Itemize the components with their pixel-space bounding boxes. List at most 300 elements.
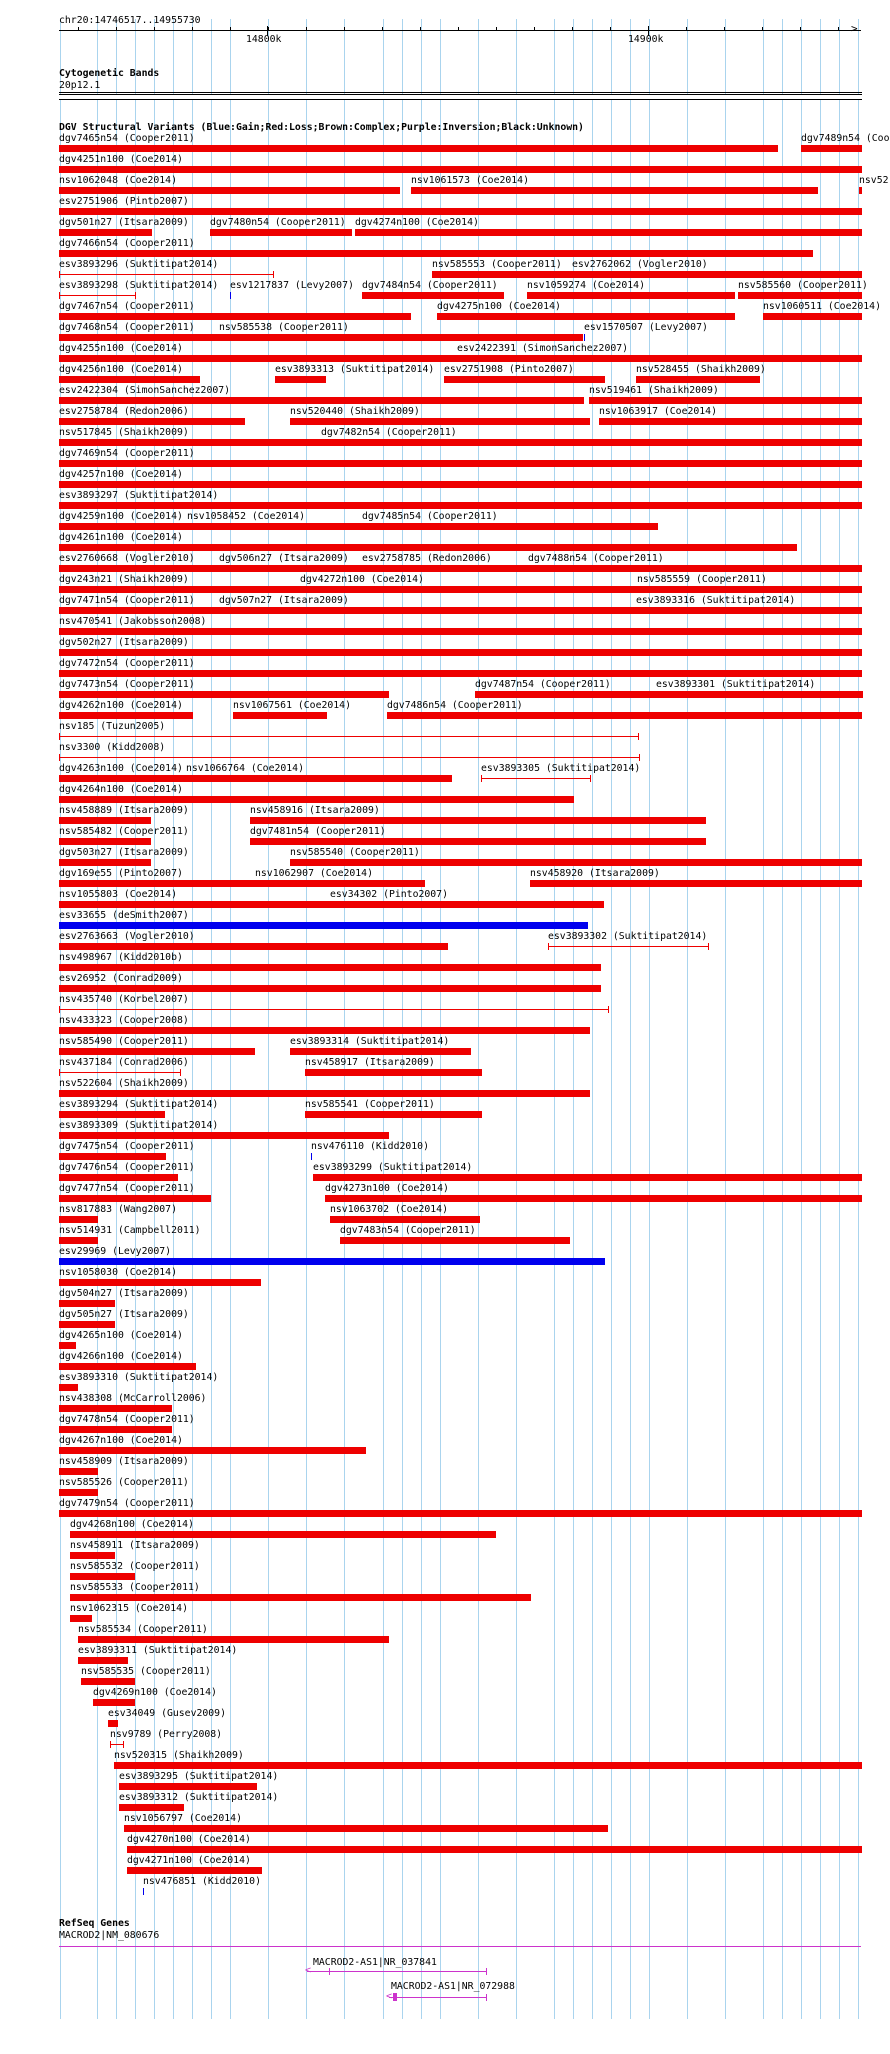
variant-bar[interactable]: [59, 313, 411, 320]
variant-bar[interactable]: [110, 1744, 123, 1745]
variant-label[interactable]: esv2762062 (Vogler2010): [572, 259, 708, 270]
variant-bar[interactable]: [219, 334, 568, 341]
variant-label[interactable]: nsv437184 (Conrad2006): [59, 1057, 189, 1068]
variant-bar-end: [180, 1069, 181, 1076]
variant-label[interactable]: esv34049 (Gusev2009): [108, 1708, 226, 1719]
ruler-minor-tick: [116, 27, 117, 31]
variant-label[interactable]: nsv585534 (Cooper2011): [78, 1624, 208, 1635]
variant-label[interactable]: esv3893314 (Suktitipat2014): [290, 1036, 450, 1047]
variant-bar[interactable]: [119, 1804, 184, 1811]
ruler-minor-tick: [572, 27, 573, 31]
variant-bar[interactable]: [548, 946, 708, 947]
variant-bar[interactable]: [187, 523, 357, 530]
variant-label[interactable]: dgv4275n100 (Coe2014): [437, 301, 561, 312]
gene-exon: [486, 1968, 487, 1975]
variant-bar[interactable]: [59, 1363, 196, 1370]
variant-bar[interactable]: [636, 607, 813, 614]
variant-label[interactable]: dgv4262n100 (Coe2014): [59, 700, 183, 711]
variant-label[interactable]: dgv7489n54 (Coo: [801, 133, 890, 144]
variant-bar[interactable]: [59, 817, 151, 824]
variant-bar[interactable]: [637, 586, 862, 593]
ruler-axis: [59, 30, 861, 31]
variant-bar[interactable]: [444, 376, 605, 383]
gene-label-macrod2: MACROD2|NM_080676: [59, 1930, 160, 1941]
variant-bar[interactable]: [59, 1009, 608, 1010]
variant-label[interactable]: dgv4255n100 (Coe2014): [59, 343, 183, 354]
variant-bar[interactable]: [290, 1048, 471, 1055]
variant-bar[interactable]: [387, 712, 862, 719]
cyto-band-label: 20p12.1: [59, 80, 101, 91]
variant-label[interactable]: dgv4261n100 (Coe2014): [59, 532, 183, 543]
variant-bar[interactable]: [59, 481, 862, 488]
variant-label[interactable]: nsv585560 (Cooper2011): [738, 280, 868, 291]
variant-bar[interactable]: [59, 943, 448, 950]
variant-bar[interactable]: [275, 376, 326, 383]
variant-bar[interactable]: [59, 1216, 98, 1223]
variant-label[interactable]: dgv7485n54 (Cooper2011): [362, 511, 498, 522]
coordinate-readout: chr20:14746517..14955730: [59, 15, 201, 26]
variant-bar[interactable]: [219, 565, 358, 572]
variant-bar[interactable]: [124, 1825, 608, 1832]
variant-label[interactable]: esv1217837 (Levy2007): [230, 280, 354, 291]
variant-label[interactable]: nsv458920 (Itsara2009): [530, 868, 660, 879]
variant-bar[interactable]: [59, 922, 588, 929]
variant-label[interactable]: nsv519461 (Shaikh2009): [589, 385, 719, 396]
variant-label[interactable]: dgv243n21 (Shaikh2009): [59, 574, 189, 585]
variant-bar[interactable]: [636, 376, 760, 383]
variant-label[interactable]: esv2751906 (Pinto2007): [59, 196, 189, 207]
variant-bar[interactable]: [233, 712, 327, 719]
variant-bar[interactable]: [59, 274, 273, 275]
variant-label[interactable]: esv33655 (deSmith2007): [59, 910, 189, 921]
variant-label[interactable]: dgv7487n54 (Cooper2011): [475, 679, 611, 690]
variant-bar[interactable]: [59, 1237, 98, 1244]
variant-bar[interactable]: [59, 397, 584, 404]
variant-label[interactable]: esv2760668 (Vogler2010): [59, 553, 195, 564]
variant-bar[interactable]: [59, 187, 400, 194]
variant-label[interactable]: dgv4265n100 (Coe2014): [59, 1330, 183, 1341]
variant-bar[interactable]: [528, 565, 862, 572]
variant-bar[interactable]: [59, 166, 862, 173]
variant-label[interactable]: dgv4267n100 (Coe2014): [59, 1435, 183, 1446]
variant-label[interactable]: nsv1058030 (Coe2014): [59, 1267, 177, 1278]
variant-label[interactable]: nsv585482 (Cooper2011): [59, 826, 189, 837]
variant-label[interactable]: esv2751908 (Pinto2007): [444, 364, 574, 375]
gene-label-macrod2-as1-b: MACROD2-AS1|NR_072988: [391, 1981, 515, 1992]
variant-bar[interactable]: [59, 880, 256, 887]
variant-label[interactable]: dgv504n27 (Itsara2009): [59, 1288, 189, 1299]
variant-bar[interactable]: [527, 292, 735, 299]
variant-label[interactable]: esv3893301 (Suktitipat2014): [656, 679, 816, 690]
variant-bar[interactable]: [801, 145, 862, 152]
variant-bar[interactable]: [59, 1195, 211, 1202]
variant-label[interactable]: nsv517845 (Shaikh2009): [59, 427, 189, 438]
variant-bar[interactable]: [59, 736, 638, 737]
cyto-track-title: Cytogenetic Bands: [59, 68, 160, 79]
variant-bar[interactable]: [330, 1216, 480, 1223]
variant-label[interactable]: nsv585490 (Cooper2011): [59, 1036, 189, 1047]
variant-label[interactable]: esv2763663 (Vogler2010): [59, 931, 195, 942]
variant-bar[interactable]: [108, 1720, 118, 1727]
variant-bar-end: [862, 691, 863, 698]
variant-bar[interactable]: [411, 187, 818, 194]
variant-label[interactable]: esv29969 (Levy2007): [59, 1246, 172, 1257]
variant-label[interactable]: esv3893305 (Suktitipat2014): [481, 763, 641, 774]
variant-label[interactable]: nsv585553 (Cooper2011): [432, 259, 562, 270]
variant-label[interactable]: nsv1066764 (Coe2014): [186, 763, 304, 774]
variant-bar[interactable]: [59, 1489, 98, 1496]
variant-bar[interactable]: [59, 145, 778, 152]
variant-bar[interactable]: [70, 1594, 531, 1601]
variant-label[interactable]: nsv458917 (Itsara2009): [305, 1057, 435, 1068]
variant-label[interactable]: nsv1060511 (Coe2014): [763, 301, 881, 312]
variant-label[interactable]: dgv4251n100 (Coe2014): [59, 154, 183, 165]
variant-label[interactable]: dgv4264n100 (Coe2014): [59, 784, 183, 795]
ruler-minor-tick: [78, 27, 79, 31]
ruler-minor-tick: [154, 27, 155, 31]
variant-label[interactable]: dgv7484n54 (Cooper2011): [362, 280, 498, 291]
variant-bar[interactable]: [59, 1072, 180, 1073]
variant-label[interactable]: nsv528455 (Shaikh2009): [636, 364, 766, 375]
variant-label[interactable]: nsv476851 (Kidd2010): [143, 1876, 261, 1887]
variant-bar[interactable]: [738, 292, 862, 299]
ruler-minor-tick: [458, 27, 459, 31]
variant-bar[interactable]: [59, 1510, 862, 1517]
ruler-arrow-icon: >: [851, 22, 858, 35]
gene-exon: [329, 1968, 330, 1975]
variant-label[interactable]: dgv4272n100 (Coe2014): [300, 574, 424, 585]
variant-bar[interactable]: [59, 985, 601, 992]
variant-bar[interactable]: [859, 187, 862, 194]
variant-label[interactable]: nsv1058452 (Coe2014): [187, 511, 305, 522]
variant-bar[interactable]: [186, 775, 452, 782]
variant-bar[interactable]: [59, 901, 331, 908]
variant-label[interactable]: nsv585535 (Cooper2011): [81, 1666, 211, 1677]
variant-label[interactable]: nsv458909 (Itsara2009): [59, 1456, 189, 1467]
variant-bar[interactable]: [119, 1783, 257, 1790]
variant-label[interactable]: dgv4270n100 (Coe2014): [127, 1834, 251, 1845]
ruler-minor-tick: [306, 27, 307, 31]
variant-label[interactable]: dgv7480n54 (Cooper2011): [210, 217, 346, 228]
variant-label[interactable]: esv3893302 (Suktitipat2014): [548, 931, 708, 942]
variant-bar[interactable]: [59, 1447, 366, 1454]
variant-label[interactable]: nsv9789 (Perry2008): [110, 1729, 223, 1740]
variant-label[interactable]: nsv438308 (McCarroll2006): [59, 1393, 207, 1404]
variant-bar[interactable]: [59, 1468, 98, 1475]
cyto-band-border: [59, 92, 862, 93]
variant-label[interactable]: nsv1062315 (Coe2014): [70, 1603, 188, 1614]
variant-label[interactable]: esv3893312 (Suktitipat2014): [119, 1792, 279, 1803]
variant-label[interactable]: dgv506n27 (Itsara2009): [219, 553, 349, 564]
variant-bar[interactable]: [81, 1678, 135, 1685]
variant-bar[interactable]: [59, 229, 152, 236]
variant-bar[interactable]: [59, 1384, 78, 1391]
variant-label[interactable]: dgv4269n100 (Coe2014): [93, 1687, 217, 1698]
variant-bar[interactable]: [210, 229, 352, 236]
variant-bar[interactable]: [59, 691, 389, 698]
variant-bar[interactable]: [290, 418, 590, 425]
variant-label[interactable]: nsv185 (Tuzun2005): [59, 721, 166, 732]
variant-bar[interactable]: [59, 859, 151, 866]
gene-macrod2-as1-a: [307, 1971, 487, 1972]
variant-bar[interactable]: [362, 292, 504, 299]
variant-bar-end: [638, 733, 639, 740]
variant-bar[interactable]: [78, 1636, 389, 1643]
variant-bar[interactable]: [59, 1405, 172, 1412]
variant-bar[interactable]: [59, 1279, 261, 1286]
variant-bar[interactable]: [599, 418, 862, 425]
variant-bar[interactable]: [70, 1531, 496, 1538]
variant-label[interactable]: dgv7467n54 (Cooper2011): [59, 301, 195, 312]
variant-bar[interactable]: [250, 838, 706, 845]
variant-bar[interactable]: [59, 544, 797, 551]
variant-label[interactable]: dgv503n27 (Itsara2009): [59, 847, 189, 858]
variant-bar[interactable]: [362, 523, 658, 530]
gene-strand-arrow-icon: <: [386, 1991, 393, 2002]
variant-bar[interactable]: [59, 439, 862, 446]
variant-label[interactable]: esv2758784 (Redon2006): [59, 406, 189, 417]
variant-label[interactable]: dgv7472n54 (Cooper2011): [59, 658, 195, 669]
variant-label[interactable]: dgv4266n100 (Coe2014): [59, 1351, 183, 1362]
variant-bar[interactable]: [114, 1762, 862, 1769]
variant-label[interactable]: dgv7476n54 (Cooper2011): [59, 1162, 195, 1173]
variant-label[interactable]: dgv7471n54 (Cooper2011): [59, 595, 195, 606]
variant-label[interactable]: esv3893310 (Suktitipat2014): [59, 1372, 219, 1383]
grid-line: [421, 19, 422, 2019]
variant-label[interactable]: dgv502n27 (Itsara2009): [59, 637, 189, 648]
variant-bar-end: [273, 271, 274, 278]
variant-bar[interactable]: [59, 208, 862, 215]
variant-label[interactable]: dgv7473n54 (Cooper2011): [59, 679, 195, 690]
variant-label[interactable]: nsv458916 (Itsara2009): [250, 805, 380, 816]
variant-bar[interactable]: [70, 1552, 115, 1559]
variant-bar[interactable]: [584, 334, 585, 341]
variant-bar[interactable]: [59, 295, 135, 296]
variant-bar[interactable]: [219, 607, 568, 614]
variant-label[interactable]: nsv3300 (Kidd2008): [59, 742, 166, 753]
variant-bar[interactable]: [311, 1153, 312, 1160]
variant-label[interactable]: nsv1059274 (Coe2014): [527, 280, 645, 291]
variant-label[interactable]: dgv169e55 (Pinto2007): [59, 868, 183, 879]
variant-bar[interactable]: [300, 586, 607, 593]
variant-bar[interactable]: [59, 1321, 115, 1328]
variant-bar[interactable]: [59, 649, 862, 656]
variant-bar[interactable]: [656, 694, 862, 695]
variant-bar[interactable]: [481, 778, 590, 779]
variant-bar[interactable]: [355, 229, 862, 236]
variant-label[interactable]: dgv7465n54 (Cooper2011): [59, 133, 195, 144]
variant-bar[interactable]: [59, 670, 862, 677]
ruler-minor-tick: [382, 27, 383, 31]
variant-bar[interactable]: [340, 1237, 570, 1244]
variant-label[interactable]: dgv507n27 (Itsara2009): [219, 595, 349, 606]
variant-bar[interactable]: [59, 502, 862, 509]
variant-bar[interactable]: [255, 880, 425, 887]
variant-label[interactable]: esv3893296 (Suktitipat2014): [59, 259, 219, 270]
variant-bar[interactable]: [59, 1426, 172, 1433]
variant-bar[interactable]: [59, 1258, 605, 1265]
variant-bar[interactable]: [305, 1069, 482, 1076]
variant-label[interactable]: nsv585559 (Cooper2011): [637, 574, 767, 585]
variant-label[interactable]: nsv476110 (Kidd2010): [311, 1141, 429, 1152]
variant-bar[interactable]: [59, 1048, 255, 1055]
variant-bar[interactable]: [305, 1111, 482, 1118]
variant-label[interactable]: esv3893311 (Suktitipat2014): [78, 1645, 238, 1656]
variant-bar[interactable]: [70, 1573, 135, 1580]
ruler-minor-tick: [838, 27, 839, 31]
variant-bar[interactable]: [59, 1090, 590, 1097]
variant-bar[interactable]: [437, 313, 735, 320]
variant-label[interactable]: dgv7482n54 (Cooper2011): [321, 427, 457, 438]
variant-bar[interactable]: [230, 292, 231, 299]
refseq-track-title: RefSeq Genes: [59, 1918, 130, 1929]
variant-bar[interactable]: [321, 439, 322, 446]
variant-bar[interactable]: [127, 1846, 862, 1853]
variant-bar[interactable]: [572, 271, 862, 278]
variant-bar[interactable]: [457, 355, 862, 362]
variant-label[interactable]: nsv498967 (Kidd2010b): [59, 952, 183, 963]
variant-label[interactable]: nsv585540 (Cooper2011): [290, 847, 420, 858]
variant-label[interactable]: esv3893298 (Suktitipat2014): [59, 280, 219, 291]
variant-bar-end: [639, 754, 640, 761]
variant-bar[interactable]: [143, 1888, 144, 1895]
variant-bar[interactable]: [127, 1867, 262, 1874]
variant-bar[interactable]: [59, 1027, 590, 1034]
variant-label[interactable]: esv3893297 (Suktitipat2014): [59, 490, 219, 501]
variant-label[interactable]: nsv585538 (Cooper2011): [219, 322, 349, 333]
variant-label[interactable]: esv2422391 (SimonSanchez2007): [457, 343, 629, 354]
variant-label[interactable]: nsv585533 (Cooper2011): [70, 1582, 200, 1593]
variant-label[interactable]: dgv7488n54 (Cooper2011): [528, 553, 664, 564]
ruler-minor-tick: [420, 27, 421, 31]
variant-bar[interactable]: [59, 1174, 178, 1181]
variant-label[interactable]: esv3893309 (Suktitipat2014): [59, 1120, 219, 1131]
variant-label[interactable]: esv3893316 (Suktitipat2014): [636, 595, 796, 606]
variant-label[interactable]: dgv7469n54 (Cooper2011): [59, 448, 195, 459]
variant-label[interactable]: nsv585532 (Cooper2011): [70, 1561, 200, 1572]
variant-bar[interactable]: [59, 628, 862, 635]
variant-bar[interactable]: [313, 1174, 862, 1181]
variant-label[interactable]: nsv52: [859, 175, 889, 186]
variant-label[interactable]: dgv7475n54 (Cooper2011): [59, 1141, 195, 1152]
variant-bar[interactable]: [59, 964, 601, 971]
variant-label[interactable]: dgv7478n54 (Cooper2011): [59, 1414, 195, 1425]
variant-label[interactable]: esv2422304 (SimonSanchez2007): [59, 385, 231, 396]
variant-label[interactable]: dgv7466n54 (Cooper2011): [59, 238, 195, 249]
variant-bar[interactable]: [59, 712, 193, 719]
variant-bar[interactable]: [59, 460, 862, 467]
variant-label[interactable]: dgv4271n100 (Coe2014): [127, 1855, 251, 1866]
variant-bar[interactable]: [59, 1132, 389, 1139]
variant-label[interactable]: esv2758785 (Redon2006): [362, 553, 492, 564]
variant-label[interactable]: nsv514931 (Campbell2011): [59, 1225, 201, 1236]
variant-bar[interactable]: [78, 1657, 128, 1664]
variant-bar[interactable]: [763, 313, 862, 320]
variant-bar[interactable]: [59, 1342, 76, 1349]
variant-label[interactable]: dgv4263n100 (Coe2014): [59, 763, 183, 774]
variant-bar[interactable]: [589, 397, 862, 404]
variant-label[interactable]: dgv7477n54 (Cooper2011): [59, 1183, 195, 1194]
gene-strand-arrow-icon: <: [305, 1965, 312, 1976]
variant-label[interactable]: dgv4274n100 (Coe2014): [355, 217, 479, 228]
variant-label[interactable]: dgv501n27 (Itsara2009): [59, 217, 189, 228]
variant-label[interactable]: nsv1063702 (Coe2014): [330, 1204, 448, 1215]
variant-bar[interactable]: [59, 1111, 165, 1118]
variant-label[interactable]: nsv433323 (Cooper2008): [59, 1015, 189, 1026]
variant-bar[interactable]: [59, 1300, 115, 1307]
variant-label[interactable]: nsv1061573 (Coe2014): [411, 175, 529, 186]
variant-label[interactable]: nsv470541 (Jakobsson2008): [59, 616, 207, 627]
variant-bar[interactable]: [250, 817, 706, 824]
variant-label[interactable]: nsv1055803 (Coe2014): [59, 889, 177, 900]
variant-label[interactable]: nsv1062907 (Coe2014): [255, 868, 373, 879]
variant-bar[interactable]: [59, 376, 200, 383]
variant-label[interactable]: nsv1063917 (Coe2014): [599, 406, 717, 417]
variant-bar[interactable]: [59, 418, 245, 425]
variant-label[interactable]: dgv7479n54 (Cooper2011): [59, 1498, 195, 1509]
variant-label[interactable]: dgv505n27 (Itsara2009): [59, 1309, 189, 1320]
variant-bar[interactable]: [59, 796, 574, 803]
variant-label[interactable]: dgv7481n54 (Cooper2011): [250, 826, 386, 837]
variant-label[interactable]: dgv4256n100 (Coe2014): [59, 364, 183, 375]
variant-label[interactable]: esv3893299 (Suktitipat2014): [313, 1162, 473, 1173]
variant-bar[interactable]: [325, 1195, 862, 1202]
ruler-label-14800k: 14800k: [246, 34, 282, 45]
variant-label[interactable]: nsv817883 (Wang2007): [59, 1204, 177, 1215]
variant-label[interactable]: dgv7483n54 (Cooper2011): [340, 1225, 476, 1236]
variant-bar[interactable]: [93, 1699, 135, 1706]
variant-label[interactable]: dgv7468n54 (Cooper2011): [59, 322, 195, 333]
variant-bar[interactable]: [59, 1153, 166, 1160]
variant-label[interactable]: nsv1067561 (Coe2014): [233, 700, 351, 711]
variant-label[interactable]: dgv4268n100 (Coe2014): [70, 1519, 194, 1530]
ruler-minor-tick: [610, 27, 611, 31]
ruler-minor-tick: [724, 27, 725, 31]
variant-label[interactable]: nsv435740 (Korbel2007): [59, 994, 189, 1005]
variant-label[interactable]: dgv4259n100 (Coe2014): [59, 511, 183, 522]
variant-label[interactable]: esv26952 (Conrad2009): [59, 973, 183, 984]
variant-label[interactable]: esv3893294 (Suktitipat2014): [59, 1099, 219, 1110]
variant-label[interactable]: nsv522604 (Shaikh2009): [59, 1078, 189, 1089]
variant-bar[interactable]: [59, 838, 151, 845]
variant-label[interactable]: dgv4257n100 (Coe2014): [59, 469, 183, 480]
variant-bar-end: [708, 943, 709, 950]
variant-label[interactable]: nsv1062048 (Coe2014): [59, 175, 177, 186]
variant-bar[interactable]: [70, 1615, 92, 1622]
variant-label[interactable]: nsv458889 (Itsara2009): [59, 805, 189, 816]
variant-bar[interactable]: [290, 859, 862, 866]
variant-bar[interactable]: [330, 901, 604, 908]
variant-label[interactable]: nsv1056797 (Coe2014): [124, 1813, 242, 1824]
variant-label[interactable]: nsv520315 (Shaikh2009): [114, 1750, 244, 1761]
variant-label[interactable]: esv3893313 (Suktitipat2014): [275, 364, 435, 375]
variant-label[interactable]: dgv4273n100 (Coe2014): [325, 1183, 449, 1194]
variant-label[interactable]: nsv585541 (Cooper2011): [305, 1099, 435, 1110]
variant-label[interactable]: esv3893295 (Suktitipat2014): [119, 1771, 279, 1782]
variant-label[interactable]: nsv458911 (Itsara2009): [70, 1540, 200, 1551]
variant-bar-end: [590, 775, 591, 782]
variant-bar[interactable]: [59, 250, 813, 257]
variant-label[interactable]: nsv520440 (Shaikh2009): [290, 406, 420, 417]
variant-label[interactable]: esv34302 (Pinto2007): [330, 889, 448, 900]
ruler-minor-tick: [686, 27, 687, 31]
variant-label[interactable]: dgv7486n54 (Cooper2011): [387, 700, 523, 711]
variant-bar[interactable]: [59, 757, 639, 758]
variant-label[interactable]: esv1570507 (Levy2007): [584, 322, 708, 333]
variant-bar[interactable]: [530, 880, 862, 887]
ruler-minor-tick: [762, 27, 763, 31]
variant-label[interactable]: nsv585526 (Cooper2011): [59, 1477, 189, 1488]
